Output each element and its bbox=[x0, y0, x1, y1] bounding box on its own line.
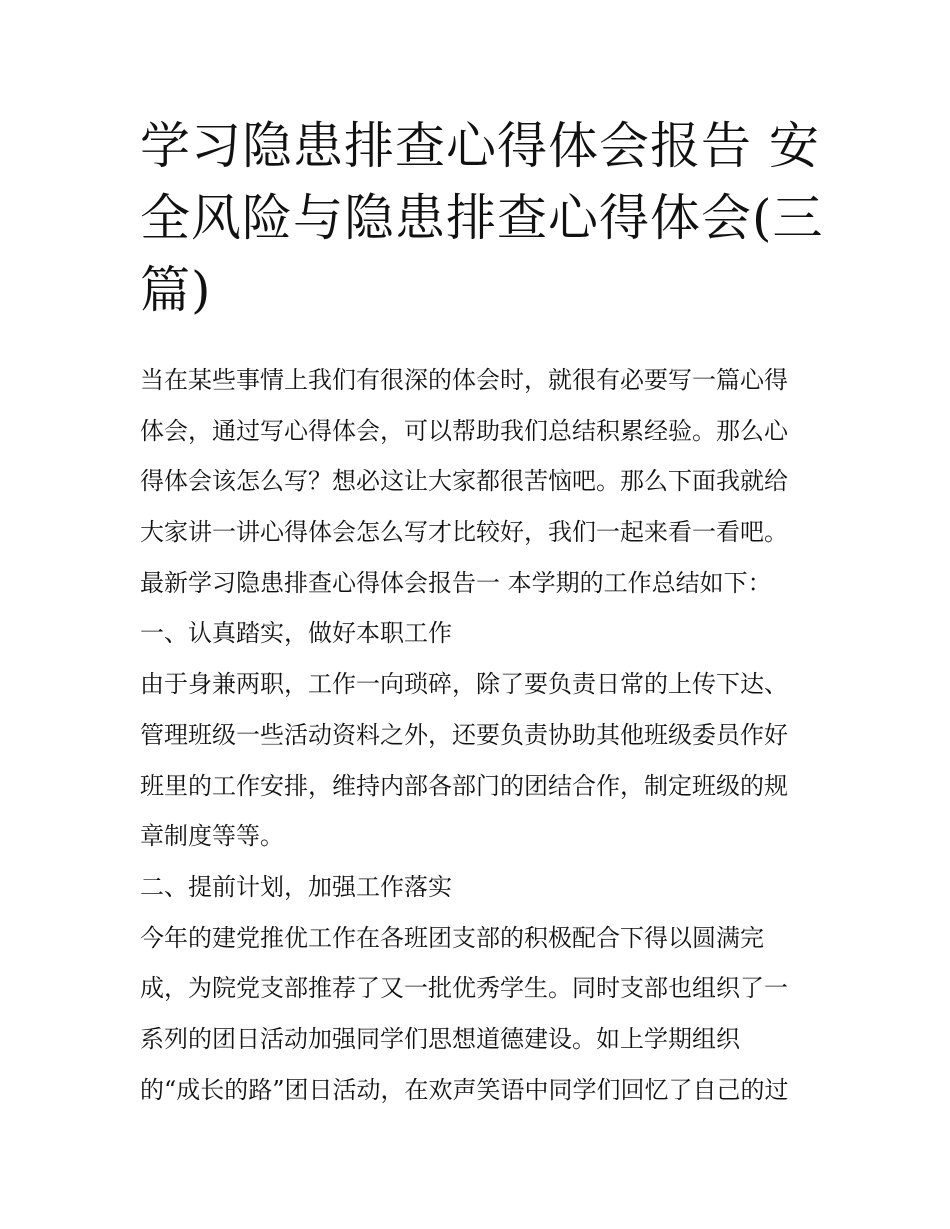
title-line-2: 全风险与隐患排查心得体会(三 bbox=[140, 189, 824, 247]
body-line-14: 系列的团日活动加强同学们思想道德建设。如上学期组织 bbox=[140, 1024, 740, 1053]
title-line-3: 篇) bbox=[140, 261, 212, 319]
document-title bbox=[140, 110, 824, 326]
body-line-3: 得体会该怎么写？想必这让大家都很苦恼吧。那么下面我就给 bbox=[140, 467, 788, 496]
body-line-10: 章制度等等。 bbox=[140, 822, 284, 851]
body-line-8: 管理班级一些活动资料之外，还要负责协助其他班级委员作好 bbox=[140, 720, 788, 749]
document-body bbox=[140, 355, 820, 1115]
body-line-4: 大家讲一讲心得体会怎么写才比较好，我们一起来看一看吧。 bbox=[140, 518, 788, 547]
title-line-1: 学习隐患排查心得体会报告 安 bbox=[140, 117, 820, 175]
body-line-12: 今年的建党推优工作在各班团支部的积极配合下得以圆满完 bbox=[140, 923, 764, 952]
section-heading-2: 二、提前计划，加强工作落实 bbox=[140, 872, 452, 901]
section-heading-1: 一、认真踏实，做好本职工作 bbox=[140, 619, 452, 648]
body-line-9: 班里的工作安排，维持内部各部门的团结合作，制定班级的规 bbox=[140, 771, 788, 800]
body-line-5: 最新学习隐患排查心得体会报告一 本学期的工作总结如下： bbox=[140, 568, 772, 597]
body-line-13: 成，为院党支部推荐了又一批优秀学生。同时支部也组织了一 bbox=[140, 974, 788, 1003]
body-line-7: 由于身兼两职，工作一向琐碎，除了要负责日常的上传下达、 bbox=[140, 670, 788, 699]
body-line-1: 当在某些事情上我们有很深的体会时，就很有必要写一篇心得 bbox=[140, 366, 788, 394]
body-line-2: 体会，通过写心得体会，可以帮助我们总结积累经验。那么心 bbox=[140, 416, 788, 445]
body-line-15: 的“成长的路”团日活动，在欢声笑语中同学们回忆了自己的过 bbox=[140, 1075, 789, 1104]
